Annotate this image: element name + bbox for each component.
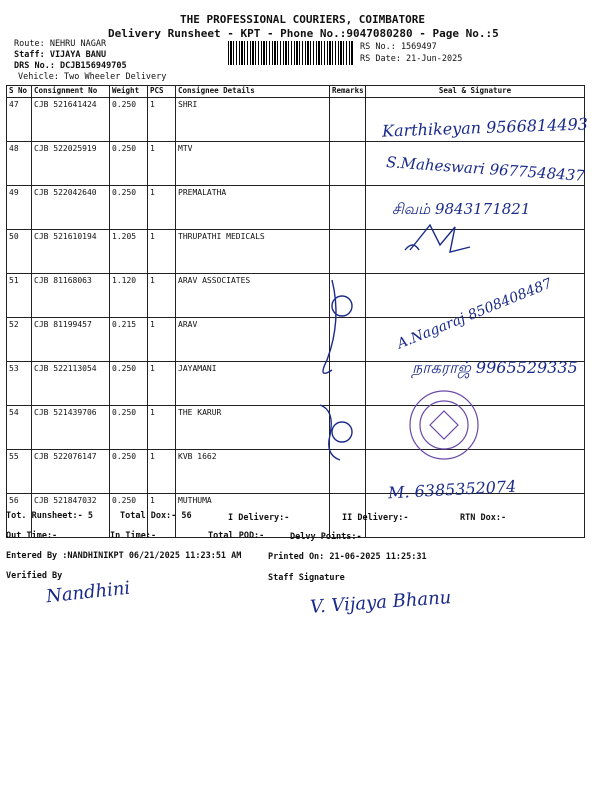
cell-weight: 0.250 [110,494,148,538]
cell-remarks [330,142,366,186]
cell-weight: 0.250 [110,186,148,230]
cell-consignment: CJB 521439706 [32,406,110,450]
bracket-mark [323,280,336,373]
handwritten-signature: S.Maheswari 9677548437 [385,153,586,185]
handwritten-signature: நாகராஜ் 9965529335 [412,358,578,377]
cell-remarks [330,98,366,142]
cell-sno: 48 [7,142,32,186]
staff-label: Staff: VIJAYA BANU [14,50,107,60]
cell-weight: 0.250 [110,450,148,494]
drs-label: DRS No.: DCJB156949705 [14,61,127,71]
cell-weight: 0.250 [110,362,148,406]
cell-sno: 55 [7,450,32,494]
cell-consignee: ARAV [176,318,330,362]
cell-consignment: CJB 521610194 [32,230,110,274]
cell-pcs: 1 [148,230,176,274]
out-time: Out Time:- [6,531,58,541]
rtn-dox: RTN Dox:- [460,513,507,523]
handwritten-signature: சிவம் 9843171821 [392,200,531,218]
route-label: Route: NEHRU NAGAR [14,39,107,49]
cell-consignment: CJB 521641424 [32,98,110,142]
cell-consignee: THRUPATHI MEDICALS [176,230,330,274]
cell-weight: 0.215 [110,318,148,362]
delvy-points: Delvy Points:- [290,532,362,542]
bracket-mark [320,405,340,460]
total-dox: Total Dox:- 56 [120,511,192,521]
i-delivery: I Delivery:- [228,513,290,523]
total-pod: Total POD:- [208,531,265,541]
cell-pcs: 1 [148,318,176,362]
cell-consignee: PREMALATHA [176,186,330,230]
staff-handwritten-signature: V. Vijaya Bhanu [309,587,452,618]
cell-consignment: CJB 522113054 [32,362,110,406]
handwritten-signature: Karthikeyan 9566814493 [381,114,589,141]
cell-consignee: SHRI [176,98,330,142]
handwritten-signature: M. 6385352074 [387,476,517,503]
cell-pcs: 1 [148,494,176,538]
cell-weight: 1.120 [110,274,148,318]
cell-sno: 50 [7,230,32,274]
cell-sno: 56 [7,494,32,538]
cell-consignment: CJB 522042640 [32,186,110,230]
handwritten-signature: A.Nagaraj 8508408487 [395,275,555,353]
signature-marks [300,220,590,480]
cell-weight: 0.250 [110,406,148,450]
staff-signature-label: Staff Signature [268,573,345,583]
barcode [228,41,354,65]
cell-sno: 47 [7,98,32,142]
cell-pcs: 1 [148,362,176,406]
cell-pcs: 1 [148,406,176,450]
encircled-mark [332,296,352,316]
encircled-mark [332,422,352,442]
cell-pcs: 1 [148,186,176,230]
printed-on: Printed On: 21-06-2025 11:25:31 [268,552,427,562]
cell-consignee: MTV [176,142,330,186]
cell-weight: 0.250 [110,98,148,142]
cell-pcs: 1 [148,450,176,494]
cell-weight: 0.250 [110,142,148,186]
cell-consignee: THE KARUR [176,406,330,450]
col-signature: Seal & Signature [366,86,585,98]
cell-consignee: JAYAMANI [176,362,330,406]
company-title: THE PROFESSIONAL COURIERS, COIMBATORE [180,13,426,26]
verified-by: Verified By [6,571,63,581]
cell-pcs: 1 [148,98,176,142]
col-remarks: Remarks [330,86,366,98]
cell-consignee: MUTHUMA [176,494,330,538]
tot-runsheet: Tot. Runsheet:- 5 [6,511,93,521]
cell-consignment: CJB 81168063 [32,274,110,318]
ii-delivery: II Delivery:- [342,513,409,523]
scribble-mark [410,225,470,252]
rs-date: RS Date: 21-Jun-2025 [360,54,463,64]
cell-consignment: CJB 521847032 [32,494,110,538]
col-pcs: PCS [148,86,176,98]
cell-consignee: KVB 1662 [176,450,330,494]
cell-pcs: 1 [148,274,176,318]
col-consignment: Consignment No [32,86,110,98]
entered-by: Entered By :NANDHINIKPT 06/21/2025 11:23:51 AM [6,551,242,561]
cell-consignee: ARAV ASSOCIATES [176,274,330,318]
cell-pcs: 1 [148,142,176,186]
cell-sno: 52 [7,318,32,362]
col-weight: Weight [110,86,148,98]
verified-signature: Nandhini [45,577,132,608]
table-header [7,86,585,98]
cell-consignment: CJB 522025919 [32,142,110,186]
cell-sno: 51 [7,274,32,318]
cell-consignment: CJB 522076147 [32,450,110,494]
cell-weight: 1.205 [110,230,148,274]
vehicle-label: Vehicle: Two Wheeler Delivery [18,72,167,82]
cell-sno: 49 [7,186,32,230]
bank-stamp [410,391,478,459]
cell-sno: 54 [7,406,32,450]
cell-sno: 53 [7,362,32,406]
rs-number: RS No.: 1569497 [360,42,437,52]
col-sno: S No [7,86,32,98]
col-consignee: Consignee Details [176,86,330,98]
in-time: In Time:- [110,531,157,541]
cell-consignment: CJB 81199457 [32,318,110,362]
runsheet-subtitle: Delivery Runsheet - KPT - Phone No.:9047080280 - Page No.:5 [108,27,499,40]
